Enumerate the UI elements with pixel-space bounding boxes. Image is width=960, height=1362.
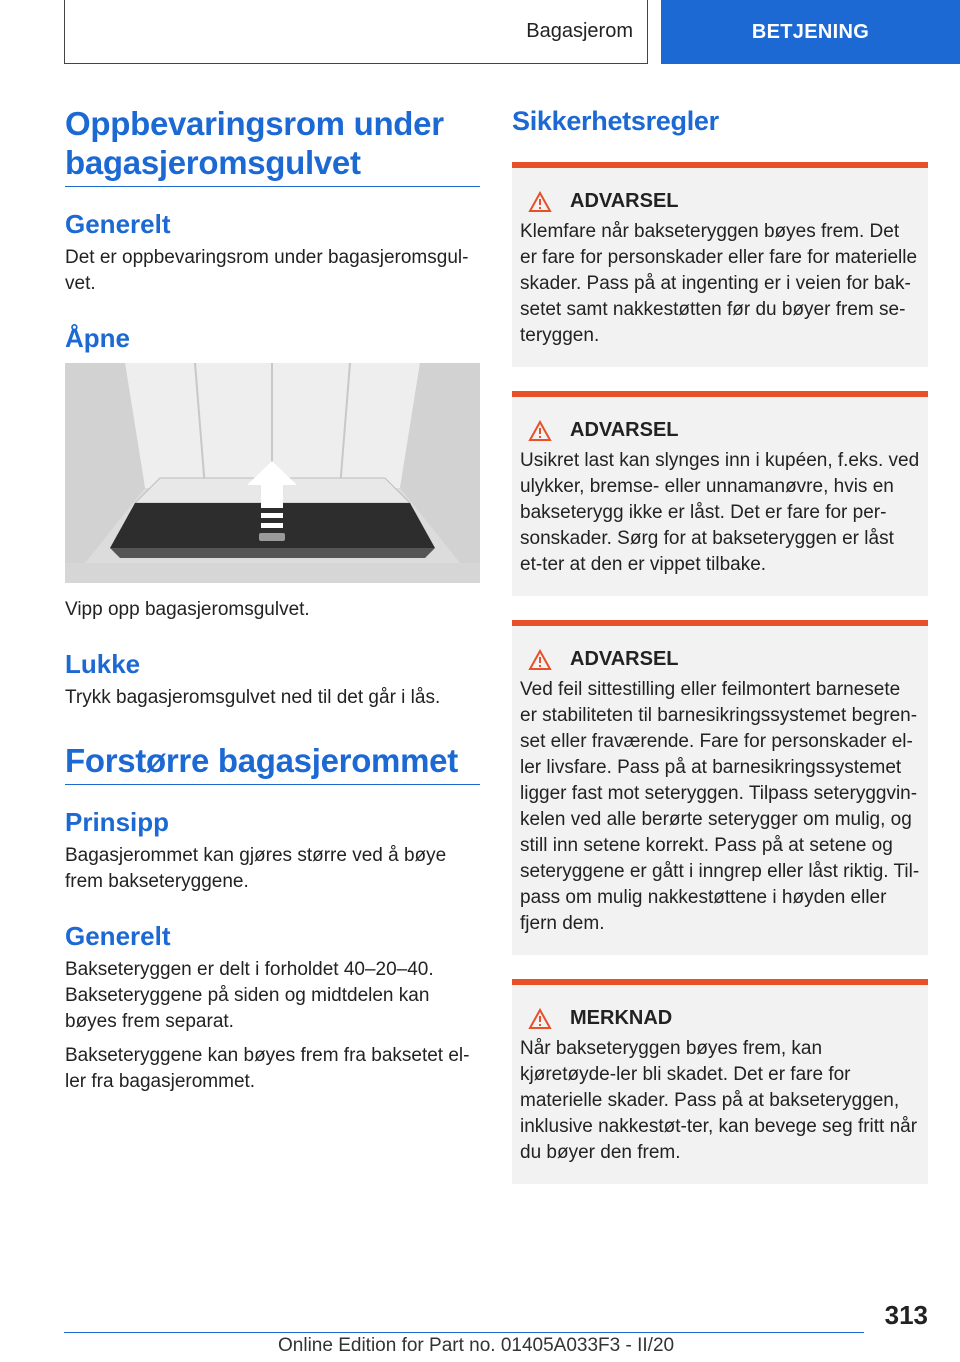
header-chapter-label: BETJENING xyxy=(751,20,870,43)
warning-title xyxy=(520,419,920,442)
heading-prinsipp: Prinsipp xyxy=(65,807,170,837)
text-prinsipp: Bagasjerommet kan gjøres større ved å bøye frem bakseteryggene. xyxy=(65,845,447,892)
title-expand-block xyxy=(65,741,480,785)
warning-label: ADVARSEL xyxy=(570,190,679,212)
heading-generelt-1: Generelt xyxy=(65,209,171,239)
warning-triangle-icon xyxy=(528,649,552,671)
title-expand: Forstørre bagasjerommet xyxy=(65,742,458,779)
page-number: 313 xyxy=(884,1300,928,1330)
title-safety: Sikkerhetsregler xyxy=(512,106,719,136)
header-section xyxy=(64,0,648,64)
footer-edition: Online Edition for Part no. 01405A033F3 - II/20 xyxy=(278,1335,675,1356)
warning-label: ADVARSEL xyxy=(570,419,679,441)
text-generelt-2a: Bakseteryggen er delt i forholdet 40–20–40. Bakseteryggene på siden og midtdelen kan bøyes frem separat. xyxy=(65,959,434,1032)
warning-box xyxy=(512,391,928,596)
warning-text: Klemfare når bakseteryggen bøyes frem. Det er fare for personskader eller fare for materielle skader. Pass på at ingenting er i veien for bak-setet samt nakkestøtten før du bøyer frem se-teryggen. xyxy=(520,221,918,346)
heading-generelt-2: Generelt xyxy=(65,921,171,951)
notice-title xyxy=(520,1007,920,1030)
warning-triangle-icon xyxy=(528,420,552,442)
warning-label: ADVARSEL xyxy=(570,648,679,670)
heading-apne: Åpne xyxy=(65,323,130,353)
warning-triangle-icon xyxy=(528,191,552,213)
title-storage: Oppbevaringsrom under bagasjeromsgulvet xyxy=(65,105,444,181)
warning-title xyxy=(520,648,920,671)
warning-text: Usikret last kan slynges inn i kupéen, f.eks. ved ulykker, bremse- eller unnamanøvre, hvis en bakseterygg ikke er låst. Det er fare for per-sonskader. Sørg for at bakseteryggen er låst et-ter at den er vippet tilbake. xyxy=(520,450,920,575)
notice-text: Når bakseteryggen bøyes frem, kan kjøretøyde-ler bli skadet. Det er fare for materielle skader. Pass på at bakseteryggen, inklusive nakkestøt-ter, kan bevege seg fritt når du bøyer den frem. xyxy=(520,1038,918,1163)
header-chapter xyxy=(661,0,960,64)
notice-box xyxy=(512,979,928,1184)
text-generelt-1: Det er oppbevaringsrom under bagasjeromsgul-vet. xyxy=(65,247,469,294)
title-storage-block xyxy=(65,104,480,187)
header-section-label: Bagasjerom xyxy=(526,20,633,42)
warning-box xyxy=(512,620,928,955)
text-generelt-2b: Bakseteryggene kan bøyes frem fra baksetet el-ler fra bagasjerommet. xyxy=(65,1045,470,1092)
right-column xyxy=(512,100,928,1184)
footer-divider xyxy=(64,1332,864,1333)
left-column xyxy=(65,100,480,1103)
notice-label: MERKNAD xyxy=(570,1007,673,1029)
trunk-floor-illustration xyxy=(65,363,480,583)
warning-title xyxy=(520,190,920,213)
text-lukke: Trykk bagasjeromsgulvet ned til det går i lås. xyxy=(65,687,441,708)
heading-lukke: Lukke xyxy=(65,649,141,679)
caption-apne: Vipp opp bagasjeromsgulvet. xyxy=(65,599,310,620)
warning-box xyxy=(512,162,928,367)
warning-text: Ved feil sittestilling eller feilmontert barnesete er stabiliteten til barnesikringssystemet begren-set eller fraværende. Fare for personskader el-ler livsfare. Pass på at barnesikringssystemet ligger fast mot seteryggen. Tilpass seteryggvin-kelen ved alle berørte seterygger om mulig, og still inn setene korrekt. Pass på at setene og seteryggene er gått i inngrep eller låst riktig. Til-pass om mulig nakkestøttene i høyden eller fjern dem. xyxy=(520,679,920,934)
warning-triangle-icon xyxy=(528,1008,552,1030)
